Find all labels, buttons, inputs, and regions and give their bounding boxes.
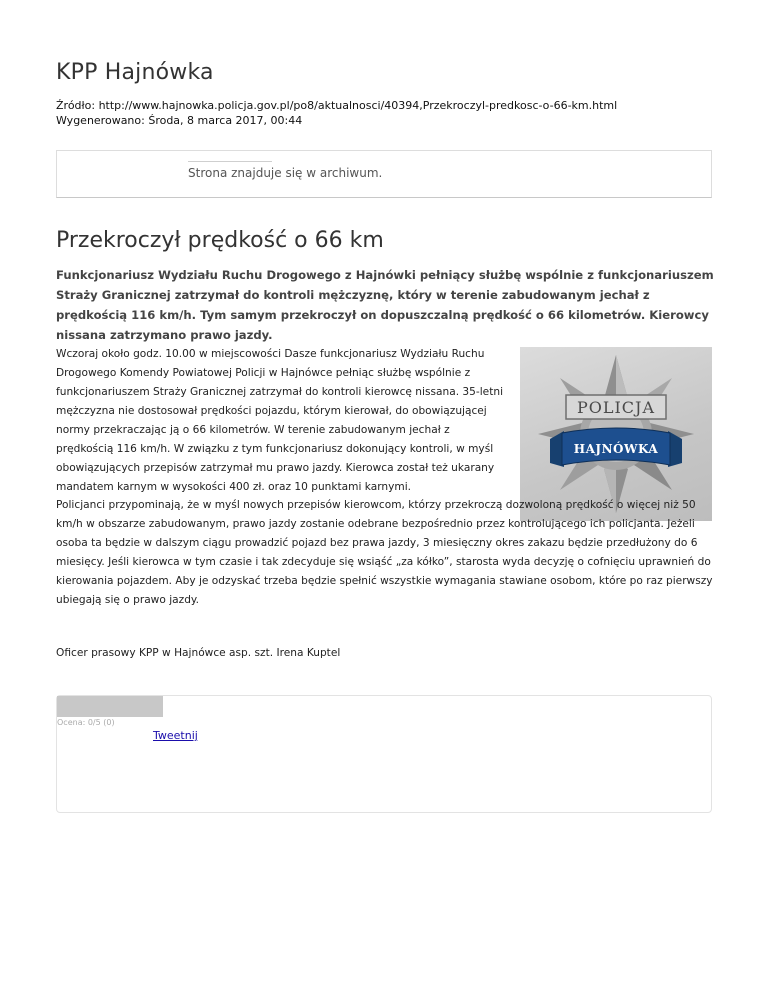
rating-panel xyxy=(56,695,712,813)
rating-text: Ocena: 0/5 (0) xyxy=(57,718,115,727)
police-badge-image xyxy=(520,347,712,521)
article-paragraph: Policjanci przypominają, że w myśl nowych przepisów kierowcom, którzy przekroczą dozwoloną prędkość o więcej niż 50 km/h w obszarze zabudowanym, prawo jazdy zostanie odebrane bezpośrednio przez kontrolującego ich policjanta. Jeżeli osoba ta będzie w dalszym ciągu prowadzić pojazd bez prawa jazdy, 3 miesięczny okres zakazu będzie przedłużony do 6 miesięcy. Jeśli kierowca w tym czasie i tak zdecyduje się wsiąść „za kółko”, starosta wyda decyzję o cofnięciu uprawnień do kierowania pojazdem. Aby je odzyskać trzeba będzie spełnić wszystkie wymagania stawiane osobom, które po raz pierwszy ubiegają się o prawo jazdy. xyxy=(56,499,713,606)
article-signature: Oficer prasowy KPP w Hajnówce asp. szt. Irena Kuptel xyxy=(56,647,341,659)
badge-top-banner xyxy=(566,395,666,419)
archive-notice xyxy=(56,150,712,198)
police-star-badge-icon xyxy=(520,347,712,521)
print-meta xyxy=(56,98,617,128)
source-line: Źródło: http://www.hajnowka.policja.gov.pl/po8/aktualnosci/40394,Przekroczyl-predkosc-o-66-km.html xyxy=(56,99,618,112)
article-title: Przekroczył prędkość o 66 km xyxy=(56,228,384,253)
generated-line: Wygenerowano: Środa, 8 marca 2017, 00:44 xyxy=(56,114,303,127)
badge-bottom-label: HAJNÓWKA xyxy=(573,442,659,456)
article-paragraph: Wczoraj około godz. 10.00 w miejscowości Dasze funkcjonariusz Wydziału Ruchu Drogowego Komendy Powiatowej Policji w Hajnówce pełniąc służbę wspólnie z funkcjonariuszem Straży Granicznej zatrzymał do kontroli kierowcę nissana. 35-letni mężczyzna nie dostosował prędkości pojazdu, którym kierował, do obowiązującej normy przekraczając ją o 66 kilometrów. W terenie zabudowanym jechał z prędkością 116 km/h. W związku z tym funkcjonariusz dokonujący kontroli, w myśl obowiązujących przepisów zatrzymał mu prawo jazdy. Kierowca został też ukarany mandatem karnym w wysokości 400 zł. oraz 10 punktami karnymi. xyxy=(56,348,504,493)
tweet-link[interactable]: Tweetnij xyxy=(153,729,198,742)
archive-notice-text: Strona znajduje się w archiwum. xyxy=(188,166,383,180)
site-title: KPP Hajnówka xyxy=(56,60,214,85)
article-lead: Funkcjonariusz Wydziału Ruchu Drogowego z Hajnówki pełniący służbę wspólnie z funkcjonariuszem Straży Granicznej zatrzymał do kontroli mężczyznę, który w terenie zabudowanym jechał z prędkością 116 km/h. Tym samym przekroczył on dopuszczalną prędkość o 66 kilometrów. Kierowcy nissana zatrzymano prawo jazdy. xyxy=(56,268,714,342)
rating-stars[interactable] xyxy=(57,696,163,717)
badge-top-label: POLICJA xyxy=(576,398,656,417)
archive-divider xyxy=(188,161,272,162)
